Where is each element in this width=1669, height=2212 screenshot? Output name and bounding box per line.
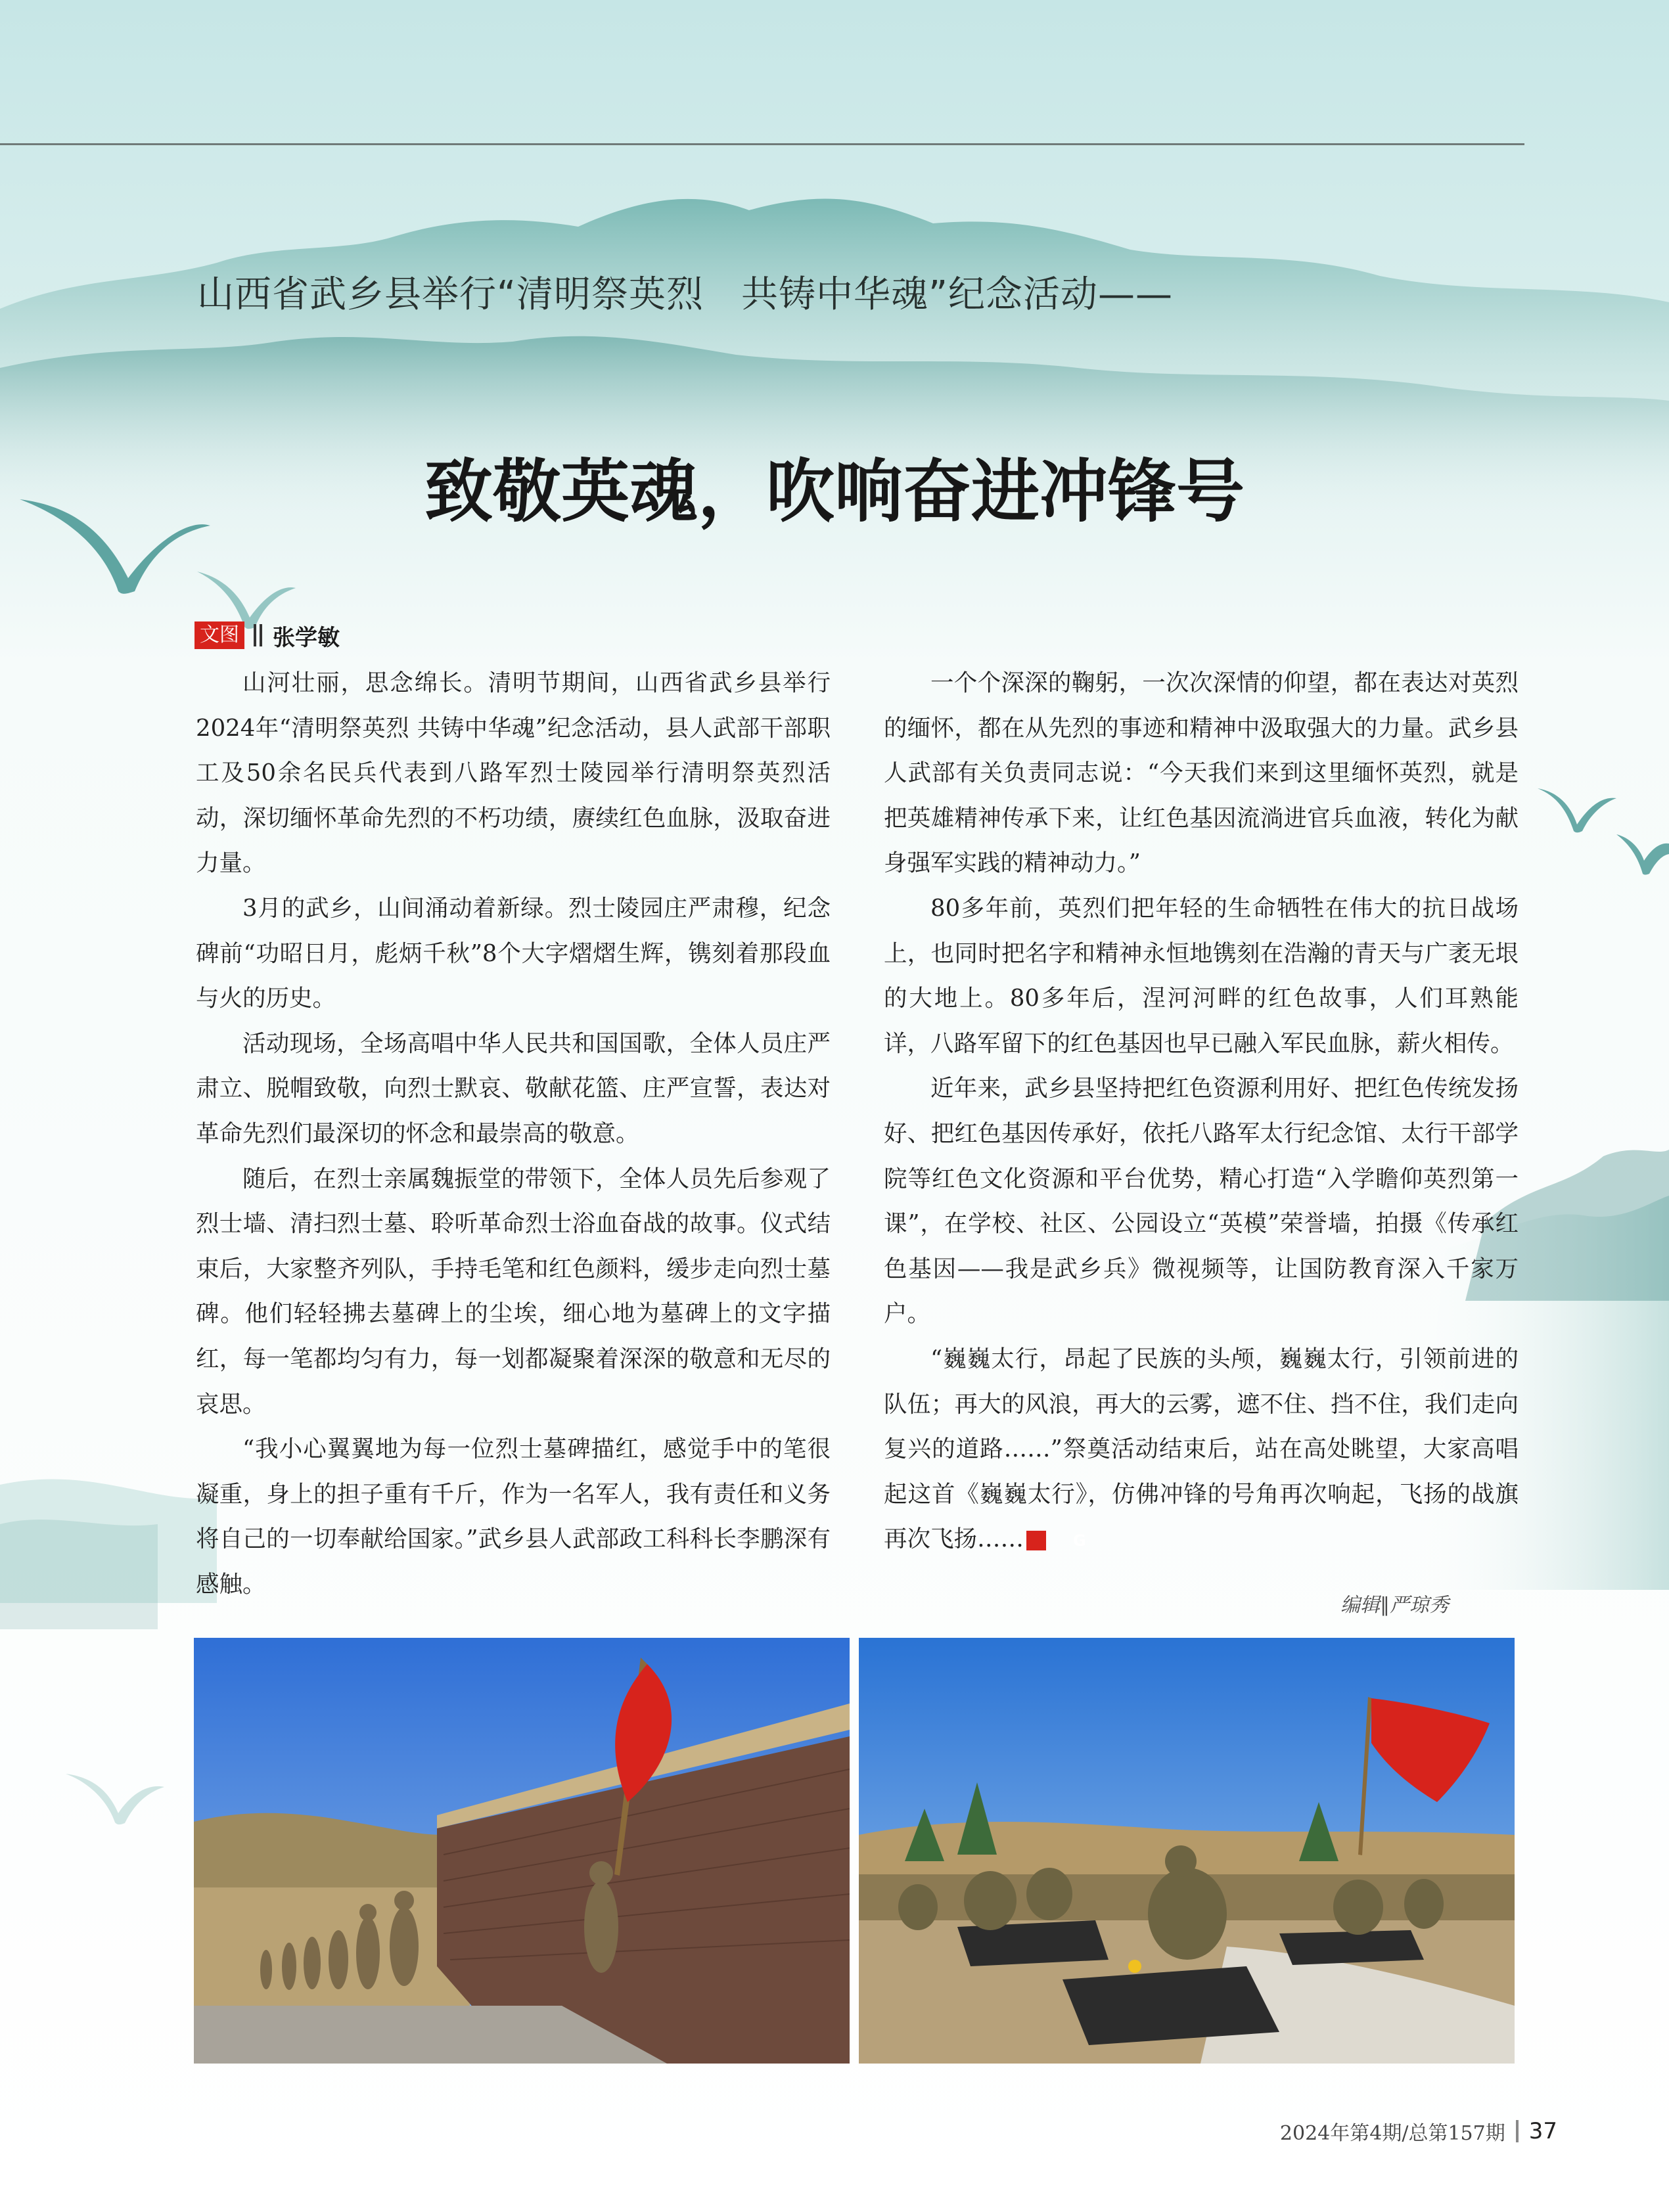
header-rule <box>0 143 1524 145</box>
byline <box>194 621 340 649</box>
footer-divider <box>1516 2120 1519 2142</box>
page-footer <box>1280 2117 1557 2146</box>
article-subtitle: 山西省武乡县举行“清明祭英烈 共铸中华魂”纪念活动—— <box>197 273 1174 316</box>
article-column-right <box>884 661 1519 1562</box>
paragraph: 活动现场，全场高唱中华人民共和国国歌，全体人员庄严肃立、脱帽致敬，向烈士默哀、敬献花篮、庄严宣誓，表达对革命先烈们最深切的怀念和最崇高的敬意。 <box>196 1029 831 1147</box>
paragraph-text: “巍巍太行，昂起了民族的头颅，巍巍太行，引领前进的队伍；再大的风浪，再大的云雾，遮不住、挡不住，我们走向复兴的道路……”祭奠活动结束后，站在高处眺望，大家高唱起这首《巍巍太行》，仿佛冲锋的号角再次响起，飞扬的战旗再次飞扬…… <box>884 1345 1519 1553</box>
end-mark-icon: G <box>1026 1531 1046 1550</box>
paragraph-last <box>884 1337 1519 1562</box>
photo-tombstone-tracing <box>859 1638 1515 2064</box>
byline-divider <box>254 624 256 646</box>
editor-credit: 编辑∥严琼秀 <box>1340 1594 1449 1617</box>
article-column-left <box>196 661 831 1607</box>
paragraph: 随后，在烈士亲属魏振堂的带领下，全体人员先后参观了烈士墙、清扫烈士墓、聆听革命烈士浴血奋战的故事。仪式结束后，大家整齐列队，手持毛笔和红色颜料，缓步走向烈士墓碑。他们轻轻拂去墓碑上的尘埃，细心地为墓碑上的文字描红，每一笔都均匀有力，每一划都凝聚着深深的敬意和无尽的哀思。 <box>196 1165 831 1418</box>
paragraph: 80多年前，英烈们把年轻的生命牺牲在伟大的抗日战场上，也同时把名字和精神永恒地镌刻在浩瀚的青天与广袤无垠的大地上。80多年后，涅河河畔的红色故事，人们耳熟能详，八路军留下的红色基因也早已融入军民血脉，薪火相传。 <box>884 894 1519 1057</box>
paragraph: 近年来，武乡县坚持把红色资源利用好、把红色传统发扬好、把红色基因传承好，依托八路军太行纪念馆、太行干部学院等红色文化资源和平台优势，精心打造“入学瞻仰英烈第一课”，在学校、社区、公园设立“英模”荣誉墙，拍摄《传承红色基因——我是武乡兵》微视频等，让国防教育深入千家万户。 <box>884 1075 1519 1328</box>
page-number: 37 <box>1528 2118 1557 2144</box>
issue-info: 2024年第4期/总第157期 <box>1279 2122 1505 2145</box>
paragraph: “我小心翼翼地为每一位烈士墓碑描红，感觉手中的笔很凝重，身上的担子重有千斤，作为一名军人，我有责任和义务将自己的一切奉献给国家。”武乡县人武部政工科科长李鹏深有感触。 <box>196 1435 831 1598</box>
paragraph: 3月的武乡，山间涌动着新绿。烈士陵园庄严肃穆，纪念碑前“功昭日月，彪炳千秋”8个大字熠熠生辉，镌刻着那段血与火的历史。 <box>196 894 831 1012</box>
article-title: 致敬英魂，吹响奋进冲锋号 <box>424 451 1245 531</box>
byline-divider <box>260 624 262 646</box>
byline-tag: 文图 <box>194 621 244 649</box>
paragraph: 一个个深深的鞠躬，一次次深情的仰望，都在表达对英烈的缅怀，都在从先烈的事迹和精神中汲取强大的力量。武乡县人武部有关负责同志说：“今天我们来到这里缅怀英烈，就是把英雄精神传承下来，让红色基因流淌进官兵血液，转化为献身强军实践的精神动力。” <box>884 669 1519 877</box>
photo-soldiers-marching <box>194 1638 850 2064</box>
paragraph: 山河壮丽，思念绵长。清明节期间，山西省武乡县举行2024年“清明祭英烈 共铸中华魂”纪念活动，县人武部干部职工及50余名民兵代表到八路军烈士陵园举行清明祭英烈活动，深切缅怀革命先烈的不朽功绩，赓续红色血脉，汲取奋进力量。 <box>196 669 831 877</box>
byline-author: 张学敏 <box>273 624 340 651</box>
